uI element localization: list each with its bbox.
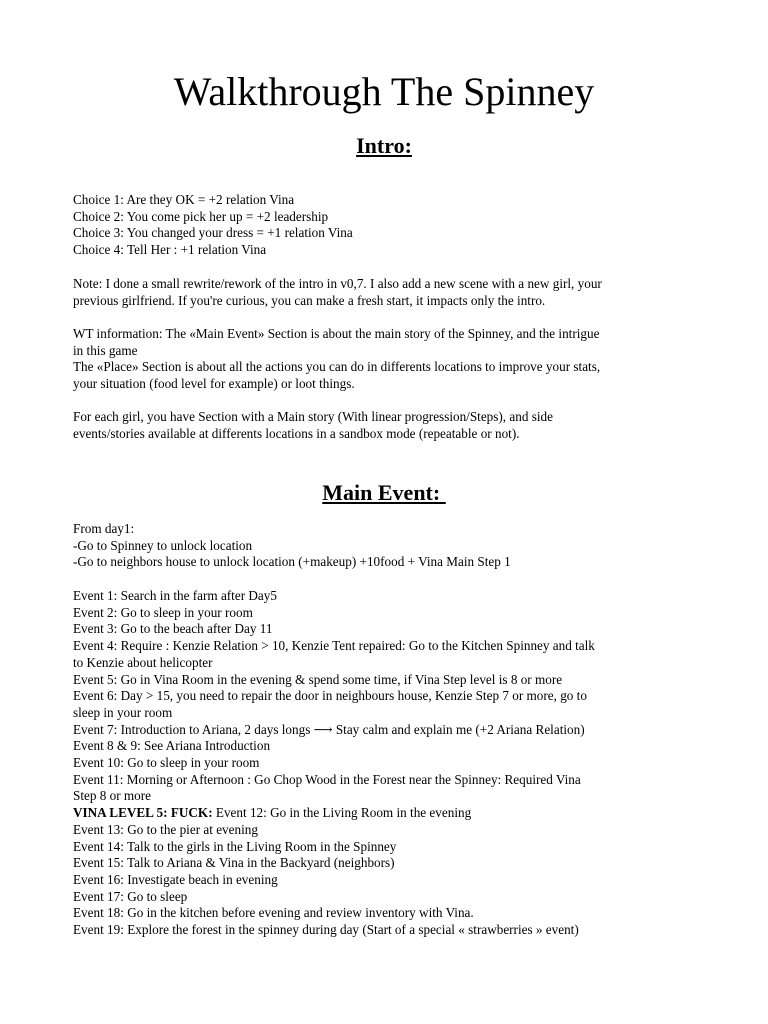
choice-line: Choice 4: Tell Her : +1 relation Vina <box>73 242 267 258</box>
vina-level-line <box>73 805 703 822</box>
event-line: sleep in your room <box>73 704 173 720</box>
event-line: Event 13: Go to the pier at evening <box>73 821 258 837</box>
event-line: Event 2: Go to sleep in your room <box>73 604 253 620</box>
event-line: Event 1: Search in the farm after Day5 <box>73 588 277 603</box>
vina-level-text: Event 12: Go in the Living Room in the evening <box>212 805 472 821</box>
intro-heading: Intro: <box>356 133 412 158</box>
note-line: previous girlfriend. If you're curious, you can make a fresh start, it impacts only the intro. <box>73 292 546 308</box>
vina-level-label: VINA LEVEL 5: FUCK: <box>73 805 213 821</box>
girl-info-line: events/stories available at differents locations in a sandbox mode (repeatable or not). <box>73 425 520 441</box>
event-line: Event 17: Go to sleep <box>73 888 188 904</box>
event-line: Event 8 & 9: See Ariana Introduction <box>73 738 271 754</box>
event-line: Event 7: Introduction to Ariana, 2 days longs ⟶ Stay calm and explain me (+2 Ariana Relation) <box>73 721 585 737</box>
event-line: Event 6: Day > 15, you need to repair the door in neighbours house, Kenzie Step 7 or more, go to <box>73 688 587 704</box>
event-line: Event 10: Go to sleep in your room <box>73 755 260 771</box>
from-day-line: -Go to Spinney to unlock location <box>73 537 253 553</box>
intro-note <box>73 276 703 309</box>
wt-line: WT information: The «Main Event» Section is about the main story of the Spinney, and the intrigue <box>73 326 600 341</box>
from-day-list <box>73 521 703 571</box>
wt-line: in this game <box>73 342 138 358</box>
event-line: Event 5: Go in Vina Room in the evening & spend some time, if Vina Step level is 8 or more <box>73 671 563 687</box>
event-line: Event 15: Talk to Ariana & Vina in the Backyard (neighbors) <box>73 855 395 871</box>
girl-sections-info <box>73 409 703 442</box>
from-day-line: From day1: <box>73 521 135 536</box>
wt-line: your situation (food level for example) or loot things. <box>73 376 355 392</box>
event-line: Event 18: Go in the kitchen before evening and review inventory with Vina. <box>73 905 474 921</box>
event-line: Event 19: Explore the forest in the spinney during day (Start of a special « strawberries » event) <box>73 922 579 938</box>
choice-line: Choice 1: Are they OK = +2 relation Vina <box>73 192 295 207</box>
event-line: Event 16: Investigate beach in evening <box>73 871 278 887</box>
girl-info-line: For each girl, you have Section with a Main story (With linear progression/Steps), and side <box>73 409 553 424</box>
intro-choices <box>73 192 703 259</box>
event-line: to Kenzie about helicopter <box>73 654 213 670</box>
document-title: Walkthrough The Spinney <box>173 69 595 114</box>
event-line: Event 3: Go to the beach after Day 11 <box>73 621 273 637</box>
event-line: Event 4: Require : Kenzie Relation > 10, Kenzie Tent repaired: Go to the Kitchen Spinney and talk <box>73 638 595 654</box>
event-list <box>73 588 703 939</box>
note-line: Note: I done a small rewrite/rework of the intro in v0,7. I also add a new scene with a new girl, your <box>73 276 602 291</box>
choice-line: Choice 3: You changed your dress = +1 relation Vina <box>73 225 353 241</box>
wt-line: The «Place» Section is about all the actions you can do in differents locations to improve your stats, <box>73 359 601 375</box>
main-event-heading: Main Event: <box>322 480 446 505</box>
wt-information <box>73 326 703 393</box>
choice-line: Choice 2: You come pick her up = +2 leadership <box>73 208 329 224</box>
event-line: Event 11: Morning or Afternoon : Go Chop Wood in the Forest near the Spinney: Required Vina <box>73 771 581 787</box>
event-line: Step 8 or more <box>73 788 152 804</box>
event-line: Event 14: Talk to the girls in the Living Room in the Spinney <box>73 838 397 854</box>
from-day-line: -Go to neighbors house to unlock location (+makeup) +10food + Vina Main Step 1 <box>73 554 511 570</box>
